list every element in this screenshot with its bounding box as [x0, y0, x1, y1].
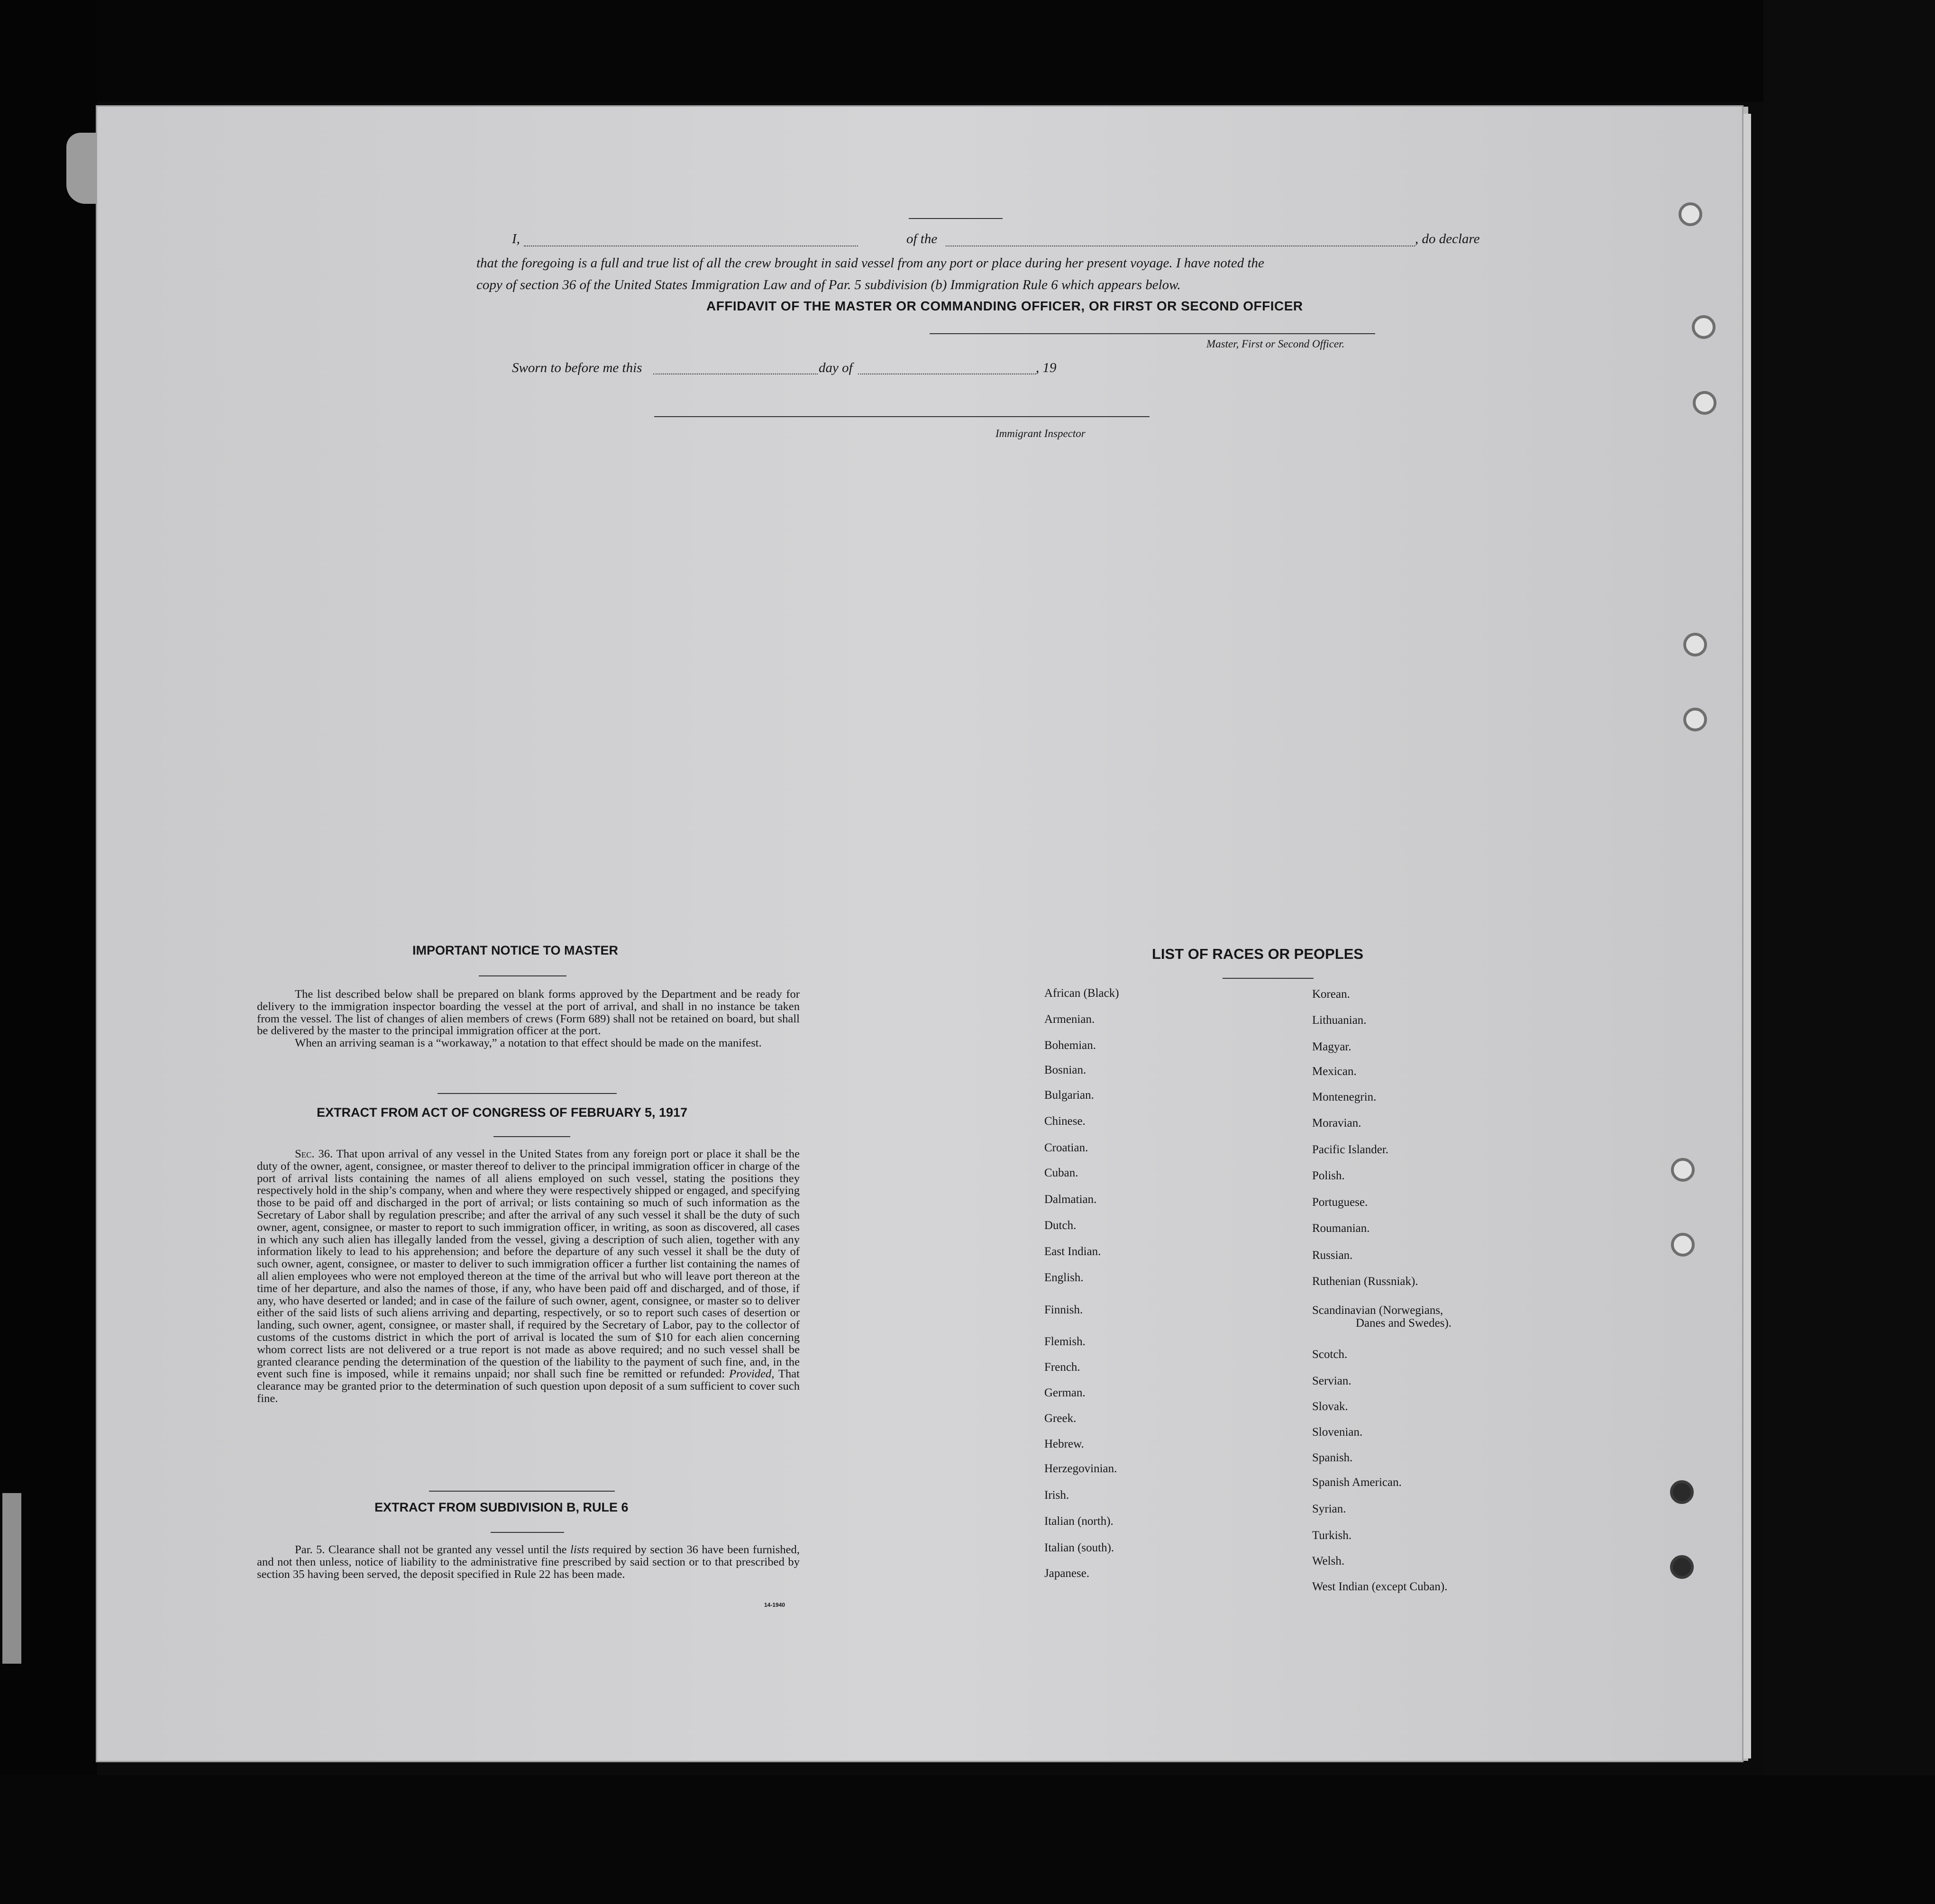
race-item: Scandinavian (Norwegians,	[1312, 1304, 1443, 1317]
race-item: Spanish American.	[1312, 1476, 1402, 1489]
race-item: Chinese.	[1044, 1115, 1086, 1128]
notice-paragraph: When an arriving seaman is a “workaway,” a notation to that effect should be made on the manifest.	[295, 1037, 762, 1050]
race-item: Finnish.	[1044, 1303, 1083, 1316]
scan-border-bottom	[0, 1775, 1935, 1904]
race-item: Magyar.	[1312, 1040, 1351, 1053]
race-item: Turkish.	[1312, 1529, 1352, 1542]
provided-word: Provided,	[729, 1367, 775, 1381]
document-sheet	[97, 107, 1742, 1761]
paper-scrap	[2, 1493, 21, 1664]
divider	[491, 1532, 564, 1533]
punch-hole-icon	[1671, 1233, 1695, 1257]
act-body	[257, 1148, 800, 1405]
race-item: Slovak.	[1312, 1400, 1348, 1413]
punch-hole-icon	[1671, 1158, 1695, 1182]
rule-title: EXTRACT FROM SUBDIVISION B, RULE 6	[374, 1500, 629, 1514]
race-item: East Indian.	[1044, 1245, 1101, 1258]
race-item: French.	[1044, 1361, 1080, 1374]
race-item: Bosnian.	[1044, 1064, 1086, 1076]
race-item: Russian.	[1312, 1249, 1353, 1262]
divider	[438, 1093, 617, 1094]
race-item: Irish.	[1044, 1489, 1069, 1502]
sec-label: Sec. 36.	[295, 1148, 333, 1160]
notice-title: IMPORTANT NOTICE TO MASTER	[412, 943, 618, 957]
punch-hole-icon	[1693, 391, 1716, 415]
race-item: West Indian (except Cuban).	[1312, 1580, 1448, 1593]
master-signature-label: Master, First or Second Officer.	[1206, 338, 1345, 350]
divider	[493, 1136, 570, 1137]
race-item: Servian.	[1312, 1375, 1351, 1387]
race-item: Welsh.	[1312, 1555, 1345, 1567]
race-item: Italian (south).	[1044, 1541, 1114, 1554]
race-item: Portuguese.	[1312, 1196, 1368, 1209]
race-item: Pacific Islander.	[1312, 1143, 1389, 1156]
race-item: Hebrew.	[1044, 1438, 1084, 1450]
divider	[479, 975, 566, 976]
race-item: Herzegovinian.	[1044, 1462, 1117, 1475]
inspector-signature-line[interactable]	[654, 416, 1150, 417]
punch-hole-icon	[1679, 202, 1702, 226]
sworn-year: , 19	[1036, 360, 1057, 375]
races-title: LIST OF RACES OR PEOPLES	[1152, 946, 1364, 962]
sworn-prefix: Sworn to before me this	[512, 360, 642, 375]
race-item: Ruthenian (Russniak).	[1312, 1275, 1418, 1288]
race-item: Bulgarian.	[1044, 1089, 1094, 1102]
race-item: Mexican.	[1312, 1065, 1357, 1078]
race-item: Dutch.	[1044, 1219, 1077, 1232]
affidavit-line: that the foregoing is a full and true list of all the crew brought in said vessel from any port or place during her present voyage. I have noted the	[476, 255, 1264, 271]
punch-hole-icon	[1692, 315, 1716, 339]
race-item: Korean.	[1312, 988, 1350, 1001]
race-item: Danes and Swedes).	[1356, 1317, 1452, 1330]
rule-text-end: required by section 36 have been furnished, and not then unless, notice of liability to the administrative fine prescribed by said section or to that prescribed by section 35 having been served, the deposit specified in Rule 22 has been made.	[257, 1543, 800, 1581]
punch-hole-icon	[1683, 633, 1707, 656]
race-item: Cuban.	[1044, 1166, 1078, 1179]
divider	[429, 1491, 615, 1492]
sworn-day-of: day of	[819, 360, 853, 375]
act-text: That upon arrival of any vessel in the United States from any foreign port or place it shall be the duty of the owner, agent, consignee, or master thereof to deliver to the principal immigration officer in charge of the port of arrival lists containing the names of all aliens employed on such vessel, stating the positions they respectively hold in the ship’s company, when and where they were respectively shipped or engaged, and specifying those to be paid off and discharged in the port of arrival; or lists containing so much of such information as the Secretary of Labor shall by regulation prescribe; and after the arrival of any such vessel it shall be the duty of such owner, agent, consignee, or master to report to such immigration officer, in writing, as soon as discovered, all cases in which any such alien has illegally landed from the vessel, giving a description of such alien, together with any information likely to lead to his apprehension; and before the departure of any such vessel it shall be the duty of such owner, agent, consignee, or master to deliver to such immigration officer a further list containing the names of all alien employees who were not employed thereon at the time of the arrival but who will leave port thereon at the time of her departure, and also the names of those, if any, who have been paid off and discharged, and of those, if any, who have deserted or landed; and in case of the failure of such owner, agent, consignee, or master so to deliver either of the said lists of such aliens arriving and departing, respectively, or so to report such cases of desertion or landing, such owner, agent, consignee, or master shall, if required by the Secretary of Labor, pay to the collector of customs of the customs district in which the port of arrival is located the sum of $10 for each alien concerning whom correct lists are not delivered or a true report is not made as above required; and no such vessel shall be granted clearance pending the determination of the question of the liability to the payment of such fine, and, in the event such fine is imposed, while it remains unpaid; nor shall such fine be remitted or refunded:	[257, 1148, 800, 1381]
race-item: Lithuanian.	[1312, 1014, 1367, 1027]
race-item: Polish.	[1312, 1169, 1345, 1182]
race-item: Dalmatian.	[1044, 1193, 1097, 1206]
race-item: Bohemian.	[1044, 1039, 1096, 1052]
inspector-label: Immigrant Inspector	[995, 428, 1086, 439]
notice-body	[257, 988, 800, 1049]
notice-paragraph: The list described below shall be prepared on blank forms approved by the Department and be ready for delivery to the immigration inspector boarding the vessel at the port of arrival, and shall in no instance be taken from the vessel. The list of changes of alien members of crews (Form 689) shall not be retained on board, but shall be delivered by the master to the principal immigration officer at the port.	[257, 988, 800, 1038]
affidavit-declare: , do declare	[1415, 231, 1480, 246]
divider	[909, 218, 1003, 219]
punch-hole-icon	[1670, 1480, 1694, 1504]
race-item: Armenian.	[1044, 1013, 1095, 1026]
scan-border-top	[0, 0, 1935, 102]
rule-body	[257, 1544, 800, 1580]
race-item: German.	[1044, 1386, 1086, 1399]
race-item: English.	[1044, 1271, 1084, 1284]
race-item: Italian (north).	[1044, 1515, 1114, 1528]
race-item: African (Black)	[1044, 987, 1119, 1000]
lists-word: lists	[570, 1543, 589, 1556]
race-item: Syrian.	[1312, 1503, 1346, 1515]
race-item: Japanese.	[1044, 1567, 1090, 1580]
race-item: Scotch.	[1312, 1348, 1348, 1361]
race-item: Slovenian.	[1312, 1426, 1363, 1439]
affidavit-i: I,	[512, 231, 520, 246]
race-item: Roumanian.	[1312, 1222, 1370, 1235]
race-item: Spanish.	[1312, 1451, 1353, 1464]
scan-border-right	[1763, 0, 1935, 1904]
punch-hole-icon	[1683, 708, 1707, 731]
affidavit-title: AFFIDAVIT OF THE MASTER OR COMMANDING OFFICER, OR FIRST OR SECOND OFFICER	[706, 299, 1303, 313]
race-item: Croatian.	[1044, 1141, 1088, 1154]
act-text-end: That clearance may be granted prior to the determination of such question upon deposit of a sum sufficient to cover such fine.	[257, 1367, 800, 1405]
race-item: Flemish.	[1044, 1335, 1086, 1348]
affidavit-of-the: of the	[906, 231, 938, 246]
race-item: Montenegrin.	[1312, 1091, 1377, 1103]
form-code: 14-1940	[764, 1602, 785, 1608]
rule-text: Par. 5. Clearance shall not be granted any vessel until the	[295, 1543, 571, 1556]
master-signature-line[interactable]	[930, 333, 1375, 334]
punch-hole-icon	[1670, 1555, 1694, 1579]
race-item: Moravian.	[1312, 1117, 1361, 1130]
divider	[1223, 978, 1314, 979]
act-title: EXTRACT FROM ACT OF CONGRESS OF FEBRUARY 5, 1917	[317, 1105, 688, 1120]
affidavit-line: copy of section 36 of the United States Immigration Law and of Par. 5 subdivision (b) Immigration Rule 6 which appears below.	[476, 277, 1181, 292]
race-item: Greek.	[1044, 1412, 1077, 1425]
